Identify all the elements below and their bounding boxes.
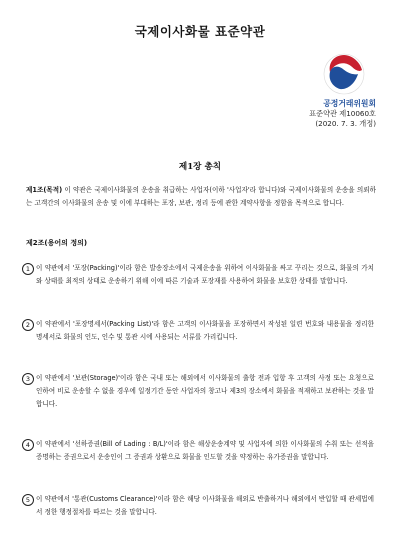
definition-item: [22, 262, 374, 288]
definition-item: [22, 438, 374, 464]
item-text: 이 약관에서 '포장명세서(Packing List)'라 함은 고객의 이사화물을 포장하면서 작성된 일련 번호와 내용물을 정리한 명세서로 화물의 인도, 인수 및 통관 시에 사용되는 서류를 가리킵니다.: [36, 320, 374, 341]
chapter-heading: 제1장 총칙: [178, 162, 222, 172]
form-number: 표준약관 제10060호: [309, 109, 376, 118]
item-text: 이 약관에서 '포장(Packing)'이라 함은 발송장소에서 국제운송을 위하여 이사화물을 싸고 꾸리는 것으로, 화물의 가치와 상태를 최적의 상태로 운송하기 위해 이에 따른 기술과 포장재를 사용하여 화물을 보호한 상태를 말합니다.: [36, 264, 374, 285]
definition-item: [22, 318, 374, 344]
agency-info: [309, 99, 376, 129]
item-number: 3: [22, 373, 34, 385]
item-number: 1: [22, 263, 34, 275]
item-text: 이 약관에서 '보관(Storage)'이라 함은 국내 또는 해외에서 이사화물의 출항 전과 입항 후 고객의 사정 또는 요청으로 인하여 비로 운송할 수 없을 경우에 일정기간 동안 사업자의 창고나 제3의 장소에서 화물을 적재하고 보관하는 것을 말합니다.: [36, 374, 374, 408]
article-1-text: 이 약관은 국제이사화물의 운송을 취급하는 사업자(이하 '사업자'라 합니다)와 국제이사화물의 운송을 의뢰하는 고객간의 이사화물의 운송 및 이에 부대하는 포장, 보관, 정리 등에 관한 계약사항을 정함을 목적으로 합니다.: [26, 186, 376, 207]
definition-item: [22, 493, 374, 519]
document-title: 국제이사화물 표준약관: [134, 24, 266, 39]
item-number: 5: [22, 494, 34, 506]
item-text: 이 약관에서 '선하증권(Bill of Lading : B/L)'이라 함은 해상운송계약 및 사업자에 의한 이사화물의 수취 또는 선적을 증명하는 증권으로서 운송인이 그 증권과 상환으로 화물을 인도할 것을 약정하는 유가증권을 말합니다.: [36, 440, 374, 461]
article-1-title: 제1조(목적): [26, 186, 63, 194]
article-1: [26, 184, 376, 209]
item-number: 2: [22, 319, 34, 331]
government-emblem-icon: [322, 52, 366, 96]
definition-item: [22, 372, 374, 410]
article-2-title: 제2조(용어의 정의): [26, 239, 88, 247]
item-text: 이 약관에서 '통관(Customs Clearance)'이라 함은 해당 이사화물을 해외로 반출하거나 해외에서 반입할 때 관세법에서 정한 행정절차를 따르는 것을 말합니다.: [36, 495, 374, 516]
agency-name: 공정거래위원회: [323, 99, 376, 108]
item-number: 4: [22, 439, 34, 451]
revision-date: (2020. 7. 3. 개정): [315, 119, 376, 128]
